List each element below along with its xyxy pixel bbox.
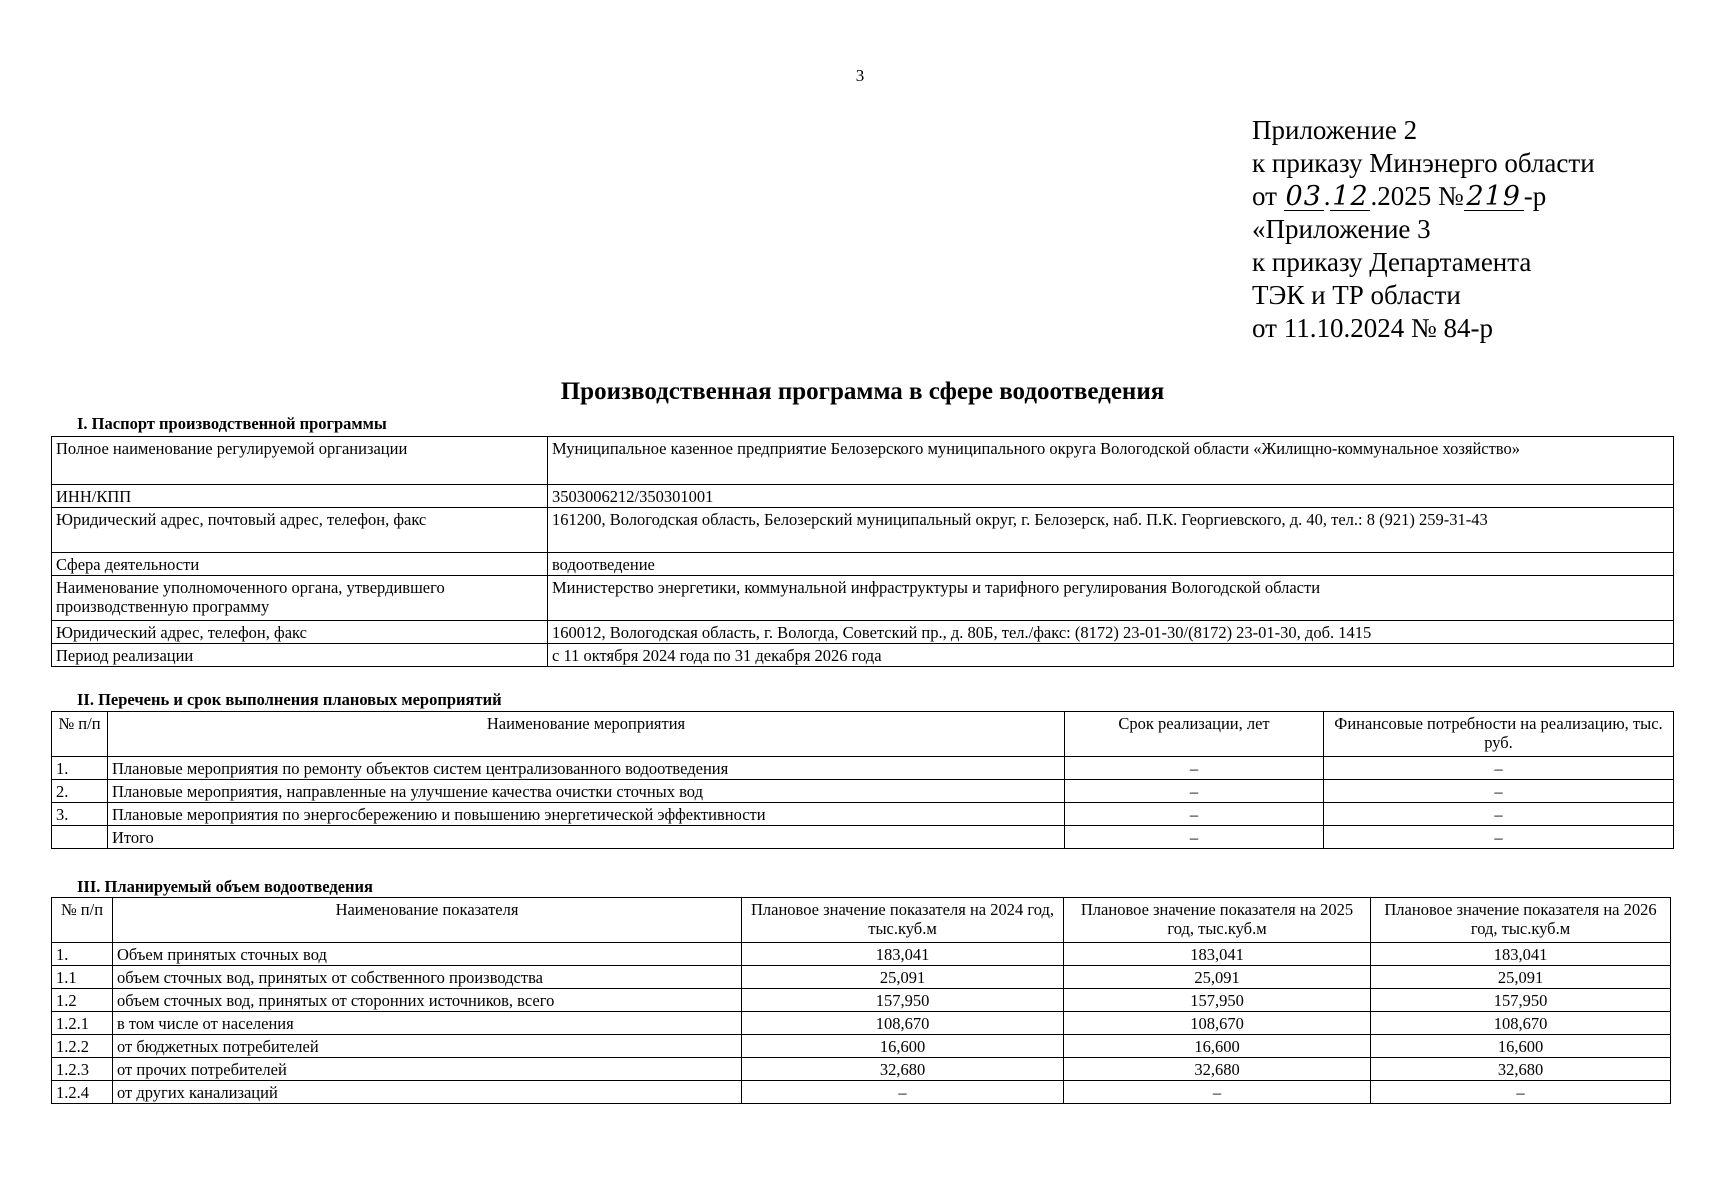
row-value-2026: 108,670: [1371, 1012, 1671, 1035]
row-value-2024: 157,950: [742, 989, 1064, 1012]
table-row: [52, 966, 1671, 989]
row-value-2024: –: [742, 1081, 1064, 1104]
appendix-line-3: от 03.12.2025 № 219 -р: [1252, 181, 1547, 212]
row-name: от прочих потребителей: [113, 1058, 742, 1081]
passport-value: Министерство энергетики, коммунальной инфраструктуры и тарифного регулирования Вологодской области: [548, 576, 1674, 621]
row-name: объем сточных вод, принятых от собственного производства: [113, 966, 742, 989]
passport-label: Юридический адрес, телефон, факс: [52, 621, 548, 644]
row-num: 1.1: [52, 966, 113, 989]
passport-label: Сфера деятельности: [52, 553, 548, 576]
row-name: Итого: [108, 826, 1065, 849]
row-value-2026: 25,091: [1371, 966, 1671, 989]
appendix-year-number-label: .2025 №: [1370, 181, 1464, 211]
row-value-2025: 108,670: [1064, 1012, 1371, 1035]
table-row: [52, 644, 1674, 667]
table-row: [52, 989, 1671, 1012]
table-row: [52, 803, 1674, 826]
header-indicator: Наименование показателя: [113, 898, 742, 943]
passport-value: 3503006212/350301001: [548, 485, 1674, 508]
row-num: 1.: [52, 757, 108, 780]
passport-value: 161200, Вологодская область, Белозерский муниципальный округ, г. Белозерск, наб. П.К. Георгиевского, д. 40, тел.: 8 (921) 259-31-43: [548, 508, 1674, 553]
row-value-2025: 157,950: [1064, 989, 1371, 1012]
table-row: [52, 576, 1674, 621]
row-name: Плановые мероприятия, направленные на улучшение качества очистки сточных вод: [108, 780, 1065, 803]
row-value-2026: 32,680: [1371, 1058, 1671, 1081]
table-row: [52, 1035, 1671, 1058]
appendix-line-6: ТЭК и ТР области: [1252, 280, 1461, 310]
passport-value: водоотведение: [548, 553, 1674, 576]
row-value-2026: 183,041: [1371, 943, 1671, 966]
document-title: Производственная программа в сфере водоотведения: [560, 378, 1165, 405]
table-row: [52, 437, 1674, 485]
row-value-2024: 108,670: [742, 1012, 1064, 1035]
appendix-block: [1252, 114, 1595, 345]
row-num: 1.2.1: [52, 1012, 113, 1035]
handwritten-day: 03: [1285, 181, 1322, 212]
row-name: Объем принятых сточных вод: [113, 943, 742, 966]
row-value-2025: 25,091: [1064, 966, 1371, 989]
table-row: [52, 485, 1674, 508]
row-value-2024: 183,041: [742, 943, 1064, 966]
row-name: от бюджетных потребителей: [113, 1035, 742, 1058]
handwritten-order-number: 219: [1464, 184, 1524, 211]
passport-label: Наименование уполномоченного органа, утвердившего производственную программу: [52, 576, 548, 621]
appendix-line-4: «Приложение 3: [1252, 214, 1431, 244]
passport-value: 160012, Вологодская область, г. Вологда, Советский пр., д. 80Б, тел./факс: (8172) 23-01-30/(8172) 23-01-30, доб. 1415: [548, 621, 1674, 644]
row-num: 1.: [52, 943, 113, 966]
header-name: Наименование мероприятия: [108, 712, 1065, 757]
table-row: [52, 508, 1674, 553]
appendix-line-5: к приказу Департамента: [1252, 247, 1532, 277]
row-num: 1.2.3: [52, 1058, 113, 1081]
row-value-2024: 25,091: [742, 966, 1064, 989]
row-finance: –: [1324, 803, 1674, 826]
appendix-line-1: Приложение 2: [1252, 115, 1418, 145]
row-name: в том числе от населения: [113, 1012, 742, 1035]
row-name: объем сточных вод, принятых от сторонних источников, всего: [113, 989, 742, 1012]
row-value-2024: 16,600: [742, 1035, 1064, 1058]
table-row: [52, 780, 1674, 803]
header-num: № п/п: [52, 898, 113, 943]
passport-label: ИНН/КПП: [52, 485, 548, 508]
page-number: 3: [855, 66, 865, 85]
row-term: –: [1065, 803, 1324, 826]
table-row: [52, 826, 1674, 849]
row-finance: –: [1324, 826, 1674, 849]
appendix-line-7: от 11.10.2024 № 84-р: [1252, 313, 1493, 343]
table-header-row: [52, 712, 1674, 757]
row-value-2024: 32,680: [742, 1058, 1064, 1081]
section-3-title: III. Планируемый объем водоотведения: [77, 877, 373, 896]
passport-label: Период реализации: [52, 644, 548, 667]
table-row: [52, 621, 1674, 644]
passport-value: с 11 октября 2024 года по 31 декабря 2026 года: [548, 644, 1674, 667]
row-num: 1.2: [52, 989, 113, 1012]
section-1-title: I. Паспорт производственной программы: [77, 414, 387, 433]
section-2-title: II. Перечень и срок выполнения плановых мероприятий: [77, 690, 502, 709]
header-2025: Плановое значение показателя на 2025 год, тыс.куб.м: [1064, 898, 1371, 943]
row-num: 2.: [52, 780, 108, 803]
table-row: [52, 1012, 1671, 1035]
row-finance: –: [1324, 780, 1674, 803]
appendix-line-2: к приказу Минэнерго области: [1252, 148, 1595, 178]
row-value-2025: 16,600: [1064, 1035, 1371, 1058]
row-value-2026: 157,950: [1371, 989, 1671, 1012]
passport-table: [51, 436, 1674, 667]
activities-table: [51, 711, 1674, 849]
row-term: –: [1065, 826, 1324, 849]
header-2024: Плановое значение показателя на 2024 год, тыс.куб.м: [742, 898, 1064, 943]
row-num: 1.2.2: [52, 1035, 113, 1058]
table-row: [52, 943, 1671, 966]
header-finance: Финансовые потребности на реализацию, тыс. руб.: [1324, 712, 1674, 757]
passport-label: Юридический адрес, почтовый адрес, телефон, факс: [52, 508, 548, 553]
table-row: [52, 1058, 1671, 1081]
row-name: от других канализаций: [113, 1081, 742, 1104]
table-row: [52, 553, 1674, 576]
passport-value: Муниципальное казенное предприятие Белозерского муниципального округа Вологодской области «Жилищно-коммунальное хозяйство»: [548, 437, 1674, 485]
table-header-row: [52, 898, 1671, 943]
row-term: –: [1065, 780, 1324, 803]
appendix-date-prefix: от: [1252, 181, 1277, 211]
header-num: № п/п: [52, 712, 108, 757]
row-value-2025: 183,041: [1064, 943, 1371, 966]
row-finance: –: [1324, 757, 1674, 780]
table-row: [52, 757, 1674, 780]
header-2026: Плановое значение показателя на 2026 год, тыс.куб.м: [1371, 898, 1671, 943]
appendix-number-suffix: -р: [1523, 181, 1547, 211]
row-name: Плановые мероприятия по энергосбережению и повышению энергетической эффективности: [108, 803, 1065, 826]
row-value-2026: 16,600: [1371, 1035, 1671, 1058]
row-value-2025: 32,680: [1064, 1058, 1371, 1081]
row-num: 3.: [52, 803, 108, 826]
header-term: Срок реализации, лет: [1065, 712, 1324, 757]
row-num: [52, 826, 108, 849]
row-value-2025: –: [1064, 1081, 1371, 1104]
passport-label: Полное наименование регулируемой организации: [52, 437, 548, 485]
table-row: [52, 1081, 1671, 1104]
row-name: Плановые мероприятия по ремонту объектов систем централизованного водоотведения: [108, 757, 1065, 780]
row-value-2026: –: [1371, 1081, 1671, 1104]
row-term: –: [1065, 757, 1324, 780]
row-num: 1.2.4: [52, 1081, 113, 1104]
volume-table: [51, 897, 1671, 1104]
handwritten-month: 12: [1332, 181, 1369, 212]
